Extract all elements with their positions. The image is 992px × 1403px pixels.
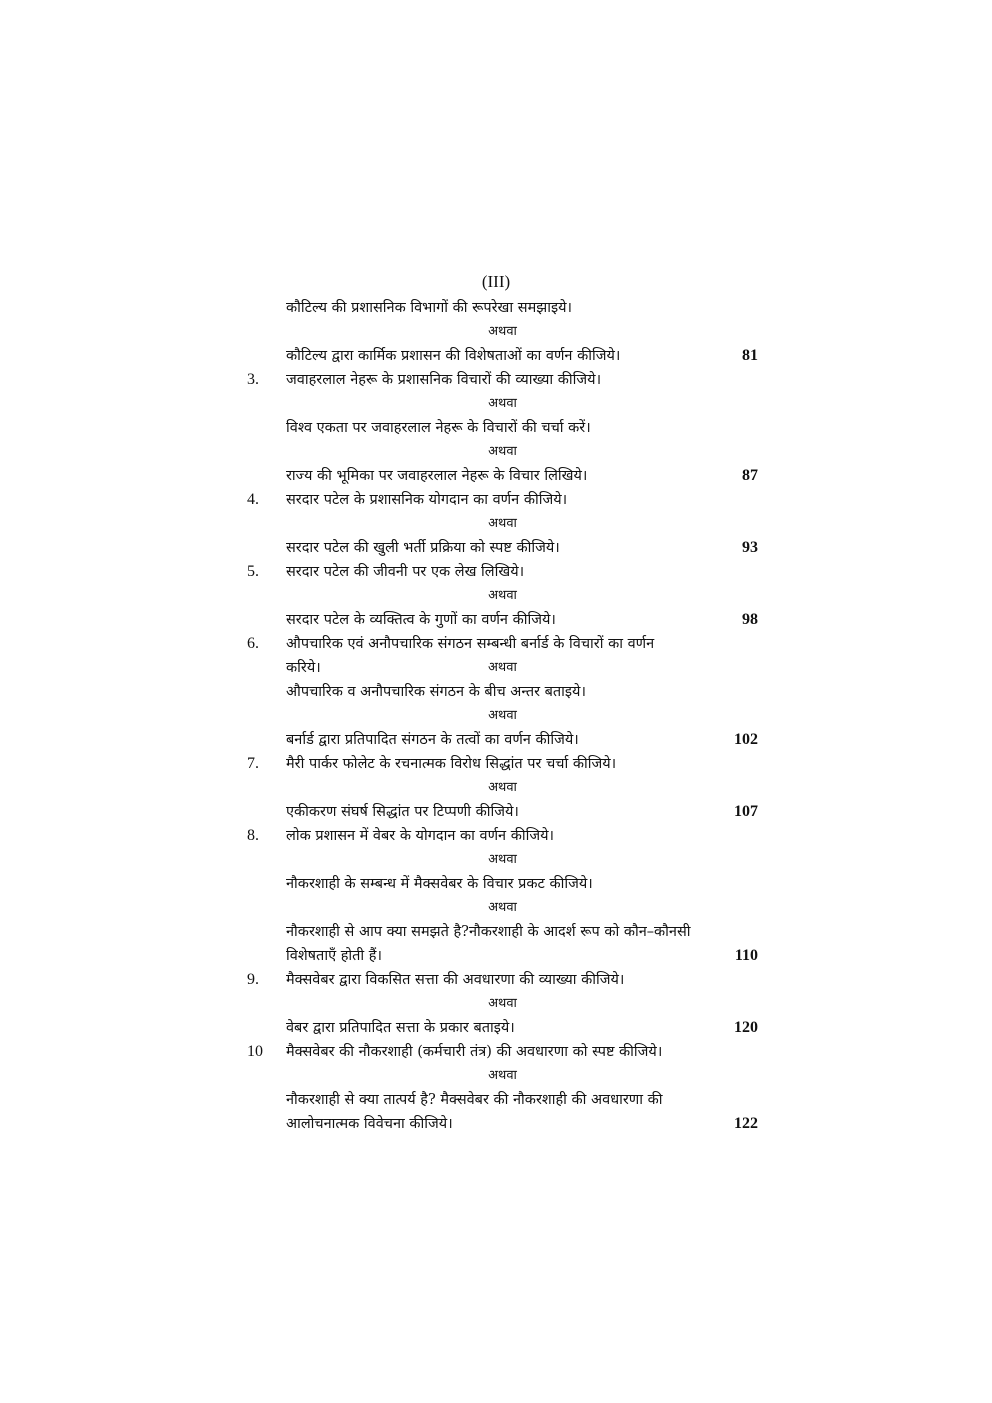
or-separator: अथवा [488,780,517,795]
page-reference: 81 [742,347,758,364]
or-separator-line [0,704,992,728]
question-number: 7. [247,755,259,772]
question-number: 9. [247,971,259,988]
question-line [0,872,992,896]
contents-list [0,296,992,1136]
question-text: नौकरशाही से क्या तात्पर्य है? मैक्सवेबर की नौकरशाही की अवधारणा की [286,1092,663,1108]
question-text: औपचारिक एवं अनौपचारिक संगठन सम्बन्धी बर्नार्ड के विचारों का वर्णन [286,636,655,652]
question-line [0,728,992,752]
question-line [0,752,992,776]
page-reference: 120 [734,1019,758,1036]
question-text: विशेषताएँ होती हैं। [286,948,382,964]
or-separator-line [0,1064,992,1088]
question-text: राज्य की भूमिका पर जवाहरलाल नेहरू के विचार लिखिये। [286,468,588,484]
or-separator-line [0,896,992,920]
question-line [0,608,992,632]
question-line [0,632,992,656]
or-separator-line [0,320,992,344]
question-line [0,1112,992,1136]
question-number: 8. [247,827,259,844]
or-separator-line [0,392,992,416]
question-line [0,296,992,320]
question-line [0,368,992,392]
or-separator: अथवा [488,588,517,603]
question-text: एकीकरण संघर्ष सिद्धांत पर टिप्पणी कीजिये। [286,804,519,820]
page-number: (III) [481,272,511,291]
question-text: सरदार पटेल की जीवनी पर एक लेख लिखिये। [286,564,525,580]
or-separator: अथवा [488,324,517,339]
page-reference: 87 [742,467,758,484]
question-number: 5. [247,563,259,580]
question-text: नौकरशाही के सम्बन्ध में मैक्सवेबर के विचार प्रकट कीजिये। [286,876,593,892]
question-line [0,944,992,968]
question-text: नौकरशाही से आप क्या समझते है?नौकरशाही के आदर्श रूप को कौन–कौनसी [286,924,691,940]
or-separator: अथवा [488,900,517,915]
page-reference: 107 [734,803,758,820]
page-reference: 122 [734,1115,758,1132]
question-text: लोक प्रशासन में वेबर के योगदान का वर्णन कीजिये। [286,828,555,844]
or-separator: अथवा [488,660,517,675]
question-line [0,416,992,440]
question-line [0,680,992,704]
question-text: मैरी पार्कर फोलेट के रचनात्मक विरोध सिद्धांत पर चर्चा कीजिये। [286,756,617,772]
question-number: 4. [247,491,259,508]
or-separator-line [0,992,992,1016]
question-text: कौटिल्य की प्रशासनिक विभागों की रूपरेखा समझाइये। [286,300,572,316]
question-number: 3. [247,371,259,388]
or-separator-line [0,512,992,536]
question-text: आलोचनात्मक विवेचना कीजिये। [286,1116,453,1132]
question-line [0,824,992,848]
question-line [0,536,992,560]
page-reference: 110 [734,947,758,964]
question-text: जवाहरलाल नेहरू के प्रशासनिक विचारों की व्याख्या कीजिये। [286,372,602,388]
question-line [0,1088,992,1112]
page-reference: 102 [734,731,758,748]
question-line [0,1016,992,1040]
question-text: विश्व एकता पर जवाहरलाल नेहरू के विचारों की चर्चा करें। [286,420,591,436]
question-line [0,344,992,368]
question-line [0,800,992,824]
or-separator-line [0,848,992,872]
question-text: मैक्सवेबर द्वारा विकसित सत्ता की अवधारणा की व्याख्या कीजिये। [286,972,625,988]
question-line [0,1040,992,1064]
or-separator-line [0,584,992,608]
question-line [0,464,992,488]
or-separator: अथवा [488,996,517,1011]
question-line [0,968,992,992]
question-text: वेबर द्वारा प्रतिपादित सत्ता के प्रकार बताइये। [286,1020,515,1036]
question-text: सरदार पटेल के प्रशासनिक योगदान का वर्णन कीजिये। [286,492,568,508]
question-line [0,488,992,512]
question-line [0,920,992,944]
question-number: 10 [247,1043,263,1060]
question-text: बर्नार्ड द्वारा प्रतिपादित संगठन के तत्वों का वर्णन कीजिये। [286,732,579,748]
or-separator: अथवा [488,1068,517,1083]
or-separator: अथवा [488,396,517,411]
or-separator: अथवा [488,444,517,459]
question-text: मैक्सवेबर की नौकरशाही (कर्मचारी तंत्र) की अवधारणा को स्पष्ट कीजिये। [286,1044,663,1060]
question-line [0,560,992,584]
or-separator-line [0,440,992,464]
question-text: औपचारिक व अनौपचारिक संगठन के बीच अन्तर बताइये। [286,684,586,700]
or-separator: अथवा [488,708,517,723]
question-text: कौटिल्य द्वारा कार्मिक प्रशासन की विशेषताओं का वर्णन कीजिये। [286,348,621,364]
question-line [0,656,992,680]
or-separator: अथवा [488,516,517,531]
page-reference: 98 [742,611,758,628]
or-separator-line [0,776,992,800]
question-text: सरदार पटेल के व्यक्तित्व के गुणों का वर्णन कीजिये। [286,612,556,628]
question-number: 6. [247,635,259,652]
or-separator: अथवा [488,852,517,867]
question-text: करिये। [286,660,321,676]
question-text: सरदार पटेल की खुली भर्ती प्रक्रिया को स्पष्ट कीजिये। [286,540,560,556]
page-reference: 93 [742,539,758,556]
